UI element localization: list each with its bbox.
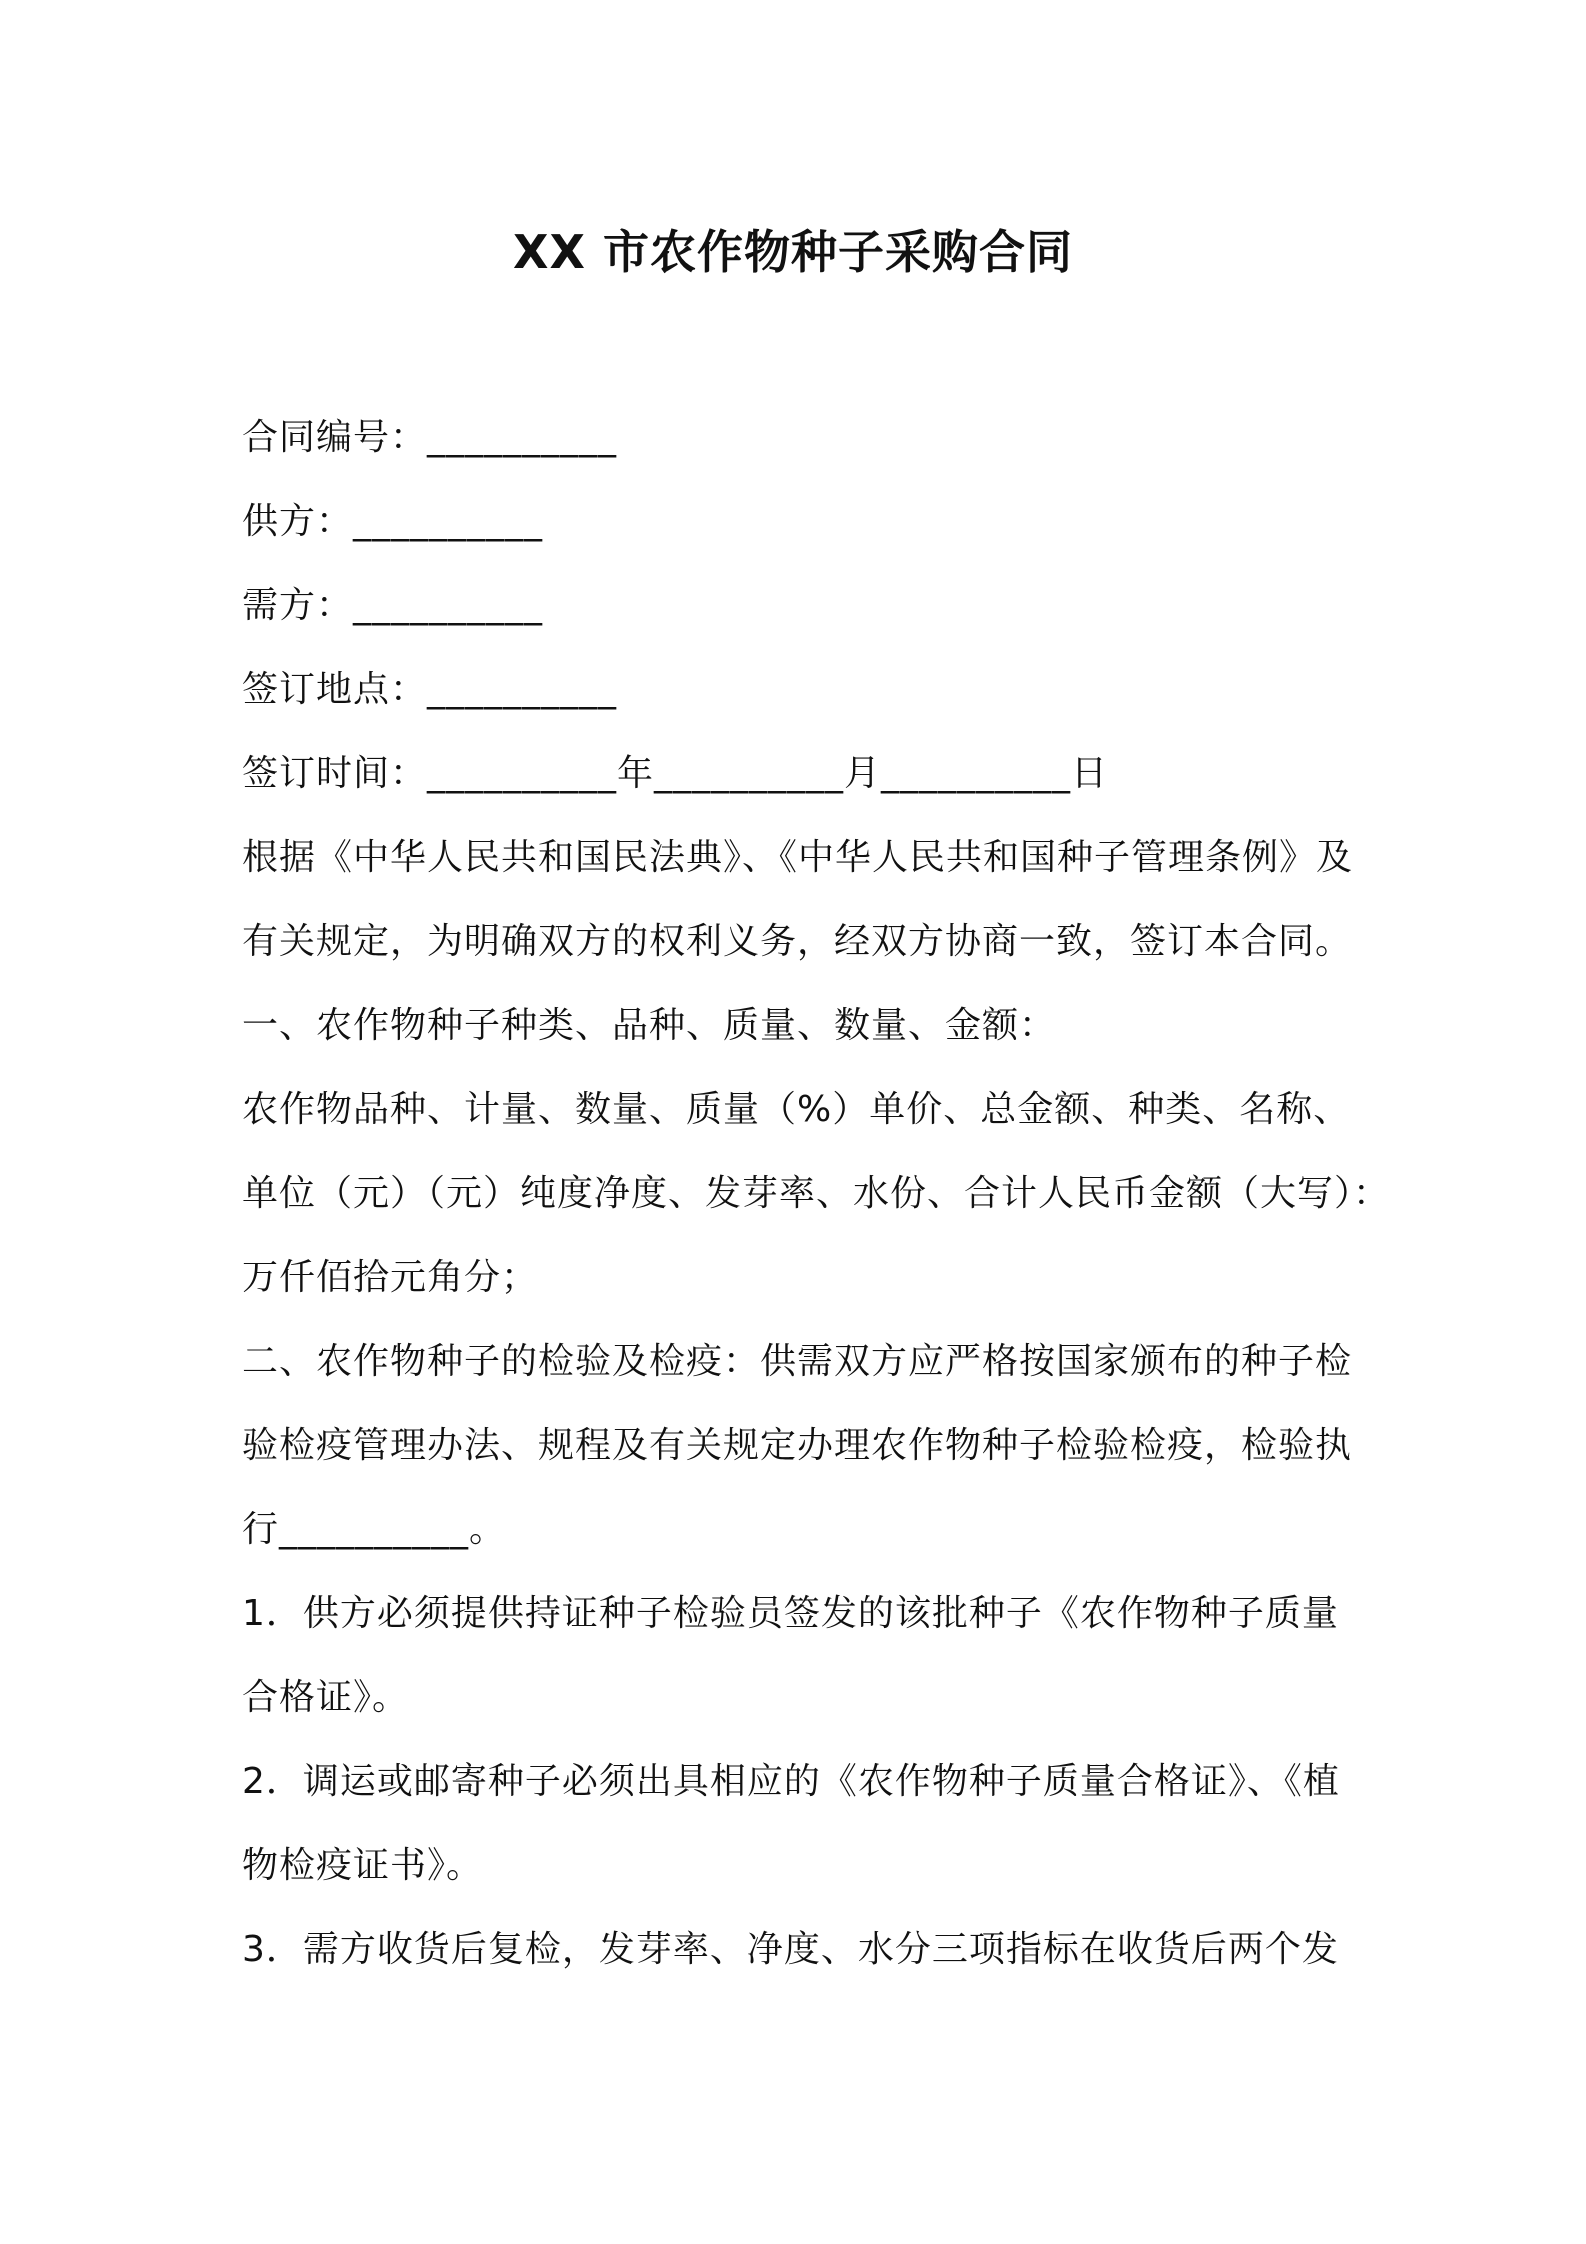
section-2-line-3: 行__________。 — [242, 1509, 507, 1550]
preamble-line-1: 根据《中华人民共和国民法典》、《中华人民共和国种子管理条例》及 — [242, 837, 1354, 878]
supplier-line: 供方：__________ — [242, 501, 544, 542]
clause-3-line-1: 3．需方收货后复检，发芽率、净度、水分三项指标在收货后两个发 — [242, 1929, 1339, 1970]
buyer-line: 需方：__________ — [242, 585, 544, 626]
section-2-line-2: 验检疫管理办法、规程及有关规定办理农作物种子检验检疫，检验执 — [242, 1425, 1353, 1466]
contract-title: XX 市农作物种子采购合同 — [513, 225, 1073, 279]
section-2-line-1: 二、农作物种子的检验及检疫：供需双方应严格按国家颁布的种子检 — [242, 1341, 1353, 1382]
signing-date-line: 签订时间：__________年__________月__________日 — [242, 753, 1109, 794]
section-1-line-1: 农作物品种、计量、数量、质量（%）单价、总金额、种类、名称、 — [242, 1089, 1351, 1130]
clause-1-line-2: 合格证》。 — [242, 1677, 410, 1718]
clause-2-line-2: 物检疫证书》。 — [242, 1845, 484, 1886]
signing-place-line: 签订地点：__________ — [242, 669, 618, 710]
contract-number-line: 合同编号：__________ — [242, 417, 618, 458]
section-1-line-2: 单位（元）（元）纯度净度、发芽率、水份、合计人民币金额（大写）： — [242, 1173, 1391, 1214]
section-1-line-3: 万仟佰拾元角分； — [242, 1257, 539, 1298]
clause-1-line-1: 1．供方必须提供持证种子检验员签发的该批种子《农作物种子质量 — [242, 1593, 1339, 1634]
clause-2-line-1: 2．调运或邮寄种子必须出具相应的《农作物种子质量合格证》、《植 — [242, 1761, 1340, 1802]
section-1-heading: 一、农作物种子种类、品种、质量、数量、金额： — [242, 1005, 1057, 1046]
preamble-line-2: 有关规定，为明确双方的权利义务，经双方协商一致，签订本合同。 — [242, 921, 1353, 962]
